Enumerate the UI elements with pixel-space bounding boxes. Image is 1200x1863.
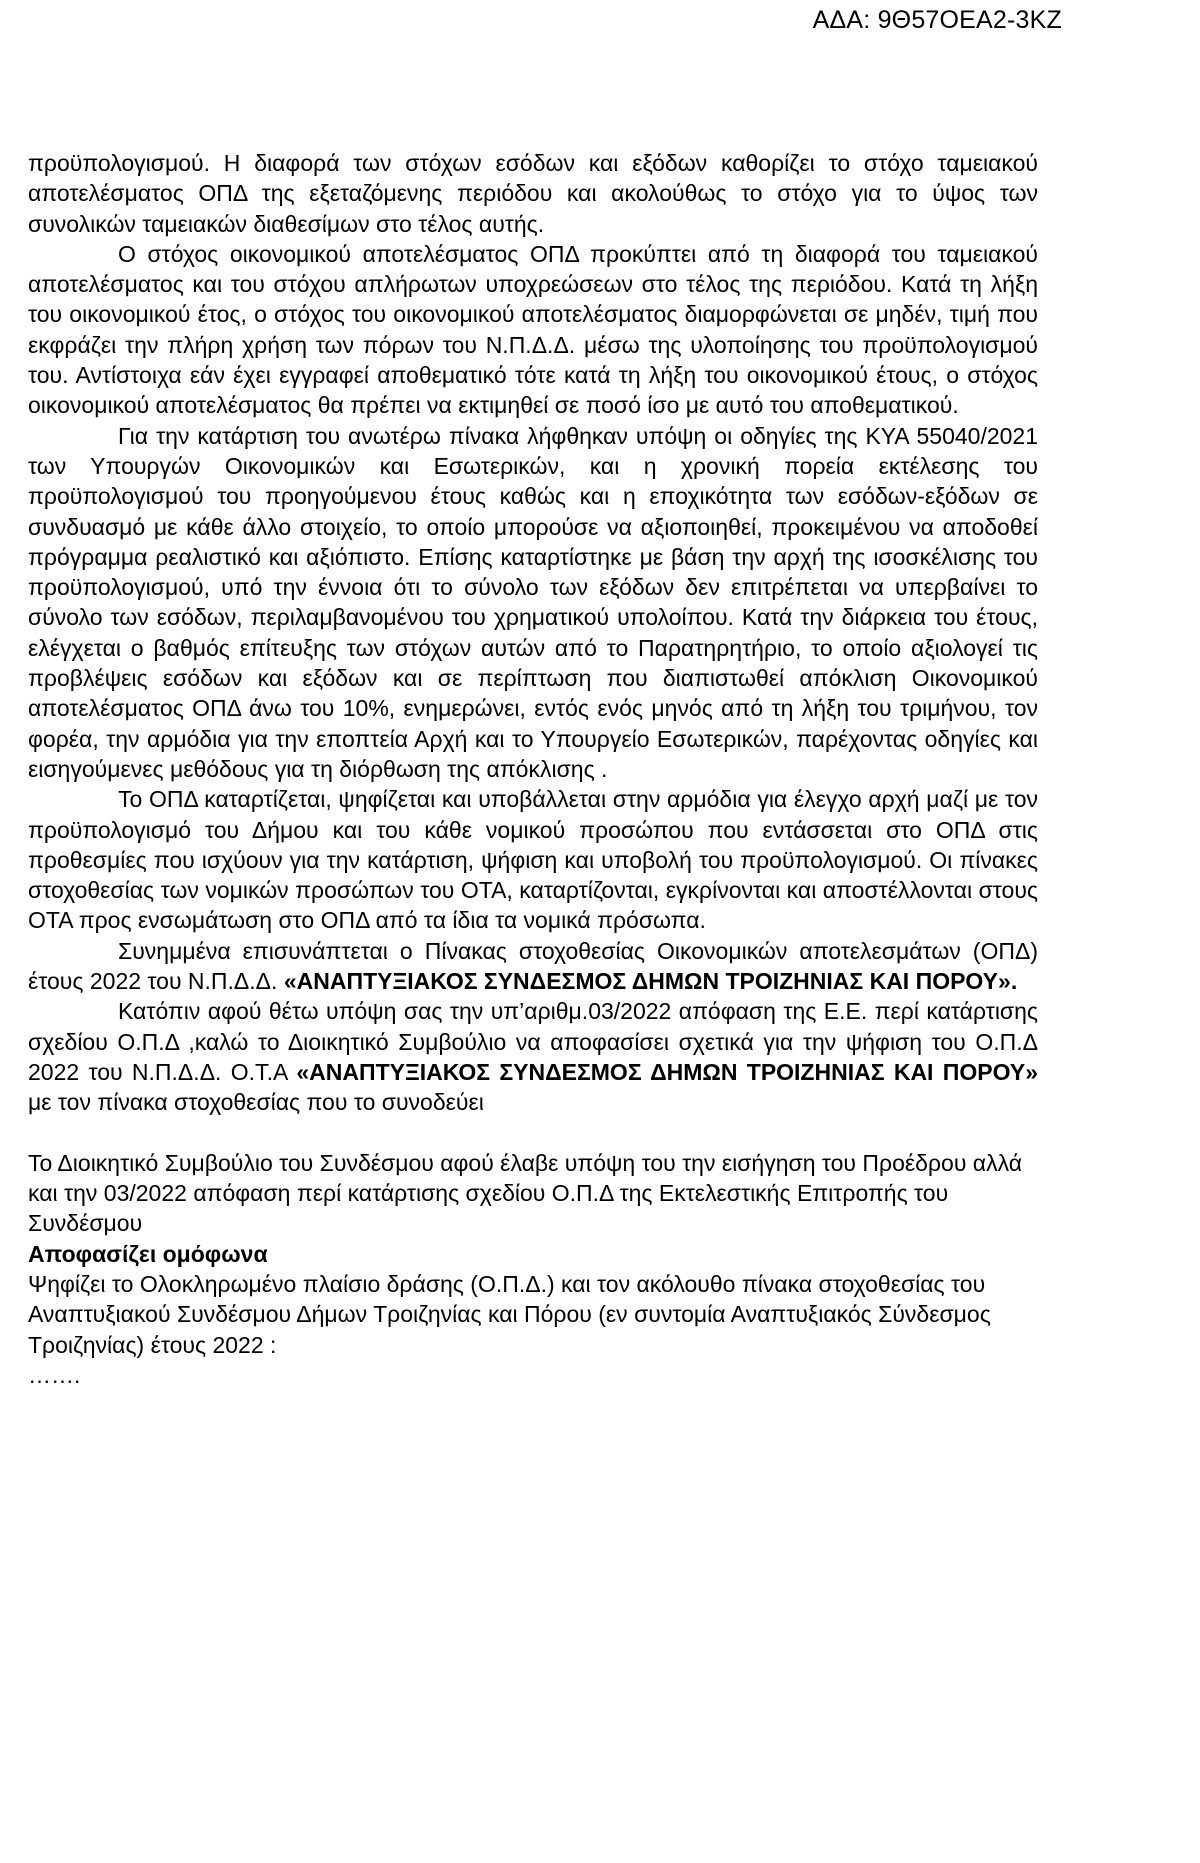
blank-line bbox=[28, 1118, 1038, 1148]
paragraph-proposal bbox=[28, 996, 1038, 1117]
paragraph-decision: Ψηφίζει το Ολοκληρωμένο πλαίσιο δράσης (Ο.Π.Δ.) και τον ακόλουθο πίνακα στοχοθεσίας του Αναπτυξιακού Συνδέσμου Δήμων Τροιζηνίας και Πόρου (εν συντομία Αναπτυξιακός Σύνδεσμος Τροιζηνίας) έτους 2022 : bbox=[28, 1270, 991, 1358]
ada-code: ΑΔΑ: 9Θ57ΟΕΑ2-3ΚΖ bbox=[812, 6, 1062, 34]
proposal-text: Κατόπιν αφού θέτω υπόψη σας την υπ’αριθμ.03/2022 απόφαση της Ε.Ε. περί κατάρτισης σχεδίου Ο.Π.Δ ,καλώ το Διοικητικό Συμβούλιο να αποφασίσει σχετικά για την ψήφιση του Ο.Π.Δ 2022 του Ν.Π.Δ.Δ. Ο.Τ.Α bbox=[28, 998, 1038, 1085]
document-body bbox=[28, 148, 1038, 1390]
association-name-bold-2: «ΑΝΑΠΤΥΞΙΑΚΟΣ ΣΥΝΔΕΣΜΟΣ ΔΗΜΩΝ ΤΡΟΙΖΗΝΙΑΣ ΚΑΙ ΠΟΡΟΥ» bbox=[296, 1058, 1038, 1085]
paragraph-attachment bbox=[28, 936, 1038, 997]
decision-heading bbox=[28, 1239, 1038, 1269]
paragraph-board-consideration: Το Διοικητικό Συμβούλιο του Συνδέσμου αφού έλαβε υπόψη του την εισήγηση του Προέδρου αλλά και την 03/2022 απόφαση περί κατάρτισης σχεδίου Ο.Π.Δ της Εκτελεστικής Επιτροπής του Συνδέσμου bbox=[28, 1149, 1023, 1237]
paragraph-preparation-guidelines: Για την κατάρτιση του ανωτέρω πίνακα λήφθηκαν υπόψη οι οδηγίες της ΚΥΑ 55040/2021 των Υπουργών Οικονομικών και Εσωτερικών, και η χρονική πορεία εκτέλεσης του προϋπολογισμού του προηγούμενου έτους καθώς και η εποχικότητα των εσόδων-εξόδων σε συνδυασμό με κάθε άλλο στοιχείο, το οποίο μπορούσε να αξιοποιηθεί, προκειμένου να αποδοθεί πρόγραμμα ρεαλιστικό και αξιόπιστο. Επίσης καταρτίστηκε με βάση την αρχή της ισοσκέλισης του προϋπολογισμού, υπό την έννοια ότι το σύνολο των εξόδων δεν επιτρέπεται να υπερβαίνει το σύνολο των εσόδων, περιλαμβανομένου του χρηματικού υπολοίπου. Κατά την διάρκεια του έτους, ελέγχεται ο βαθμός επίτευξης των στόχων αυτών από το Παρατηρητήριο, το οποίο αξιολογεί τις προβλέψεις εσόδων και εξόδων και σε περίπτωση που διαπιστωθεί απόκλιση Οικονομικού αποτελέσματος ΟΠΔ άνω του 10%, ενημερώνει, εντός ενός μηνός από τη λήξη του τριμήνου, τον φορέα, την αρμόδια για την εποπτεία Αρχή και το Υπουργείο Εσωτερικών, παρέχοντας οδηγίες και εισηγούμενες μεθόδους για τη διόρθωση της απόκλισης . bbox=[28, 422, 1038, 782]
attachment-text: Συνημμένα επισυνάπτεται ο Πίνακας στοχοθεσίας Οικονομικών αποτελεσμάτων (ΟΠΔ) έτους 2022 του Ν.Π.Δ.Δ. bbox=[28, 937, 1038, 995]
proposal-tail: με τον πίνακα στοχοθεσίας που το συνοδεύει bbox=[28, 1089, 484, 1116]
paragraph-economic-result: Ο στόχος οικονομικού αποτελέσματος ΟΠΔ προκύπτει από τη διαφορά του ταμειακού αποτελέσματος και του στόχου απλήρωτων υποχρεώσεων στο τέλος της περιόδου. Κατά τη λήξη του οικονομικού έτος, ο στόχος του οικονομικού αποτελέσματος διαμορφώνεται σε μηδέν, τιμή που εκφράζει την πλήρη χρήση των πόρων του Ν.Π.Δ.Δ. μέσω της υλοποίησης του προϋπολογισμού του. Αντίστοιχα εάν έχει εγγραφεί αποθεματικό τότε κατά τη λήξη του οικονομικού έτους, ο στόχος οικονομικού αποτελέσματος θα πρέπει να εκτιμηθεί σε ποσό ίσο με αυτό του αποθεματικού. bbox=[28, 240, 1038, 419]
ellipsis: ……. bbox=[28, 1361, 81, 1388]
decision-heading-text: Αποφασίζει ομόφωνα bbox=[28, 1240, 268, 1267]
association-name-bold: «ΑΝΑΠΤΥΞΙΑΚΟΣ ΣΥΝΔΕΣΜΟΣ ΔΗΜΩΝ ΤΡΟΙΖΗΝΙΑΣ ΚΑΙ ΠΟΡΟΥ». bbox=[283, 968, 1018, 995]
paragraph-budget-targets: προϋπολογισμού. Η διαφορά των στόχων εσόδων και εξόδων καθορίζει το στόχο ταμειακού αποτελέσματος ΟΠΔ της εξεταζόμενης περιόδου και ακολούθως το στόχο για το ύψος των συνολικών ταμειακών διαθεσίμων στο τέλος αυτής. bbox=[28, 150, 1038, 237]
paragraph-opd-submission: Το ΟΠΔ καταρτίζεται, ψηφίζεται και υποβάλλεται στην αρμόδια για έλεγχο αρχή μαζί με τον προϋπολογισμό του Δήμου και του κάθε νομικού προσώπου που εντάσσεται στο ΟΠΔ στις προθεσμίες που ισχύουν για την κατάρτιση, ψήφιση και υποβολή του προϋπολογισμού. Οι πίνακες στοχοθεσίας των νομικών προσώπων του ΟΤΑ, καταρτίζονται, εγκρίνονται και αποστέλλονται στους ΟΤΑ προς ενσωμάτωση στο ΟΠΔ από τα ίδια τα νομικά πρόσωπα. bbox=[28, 786, 1038, 934]
